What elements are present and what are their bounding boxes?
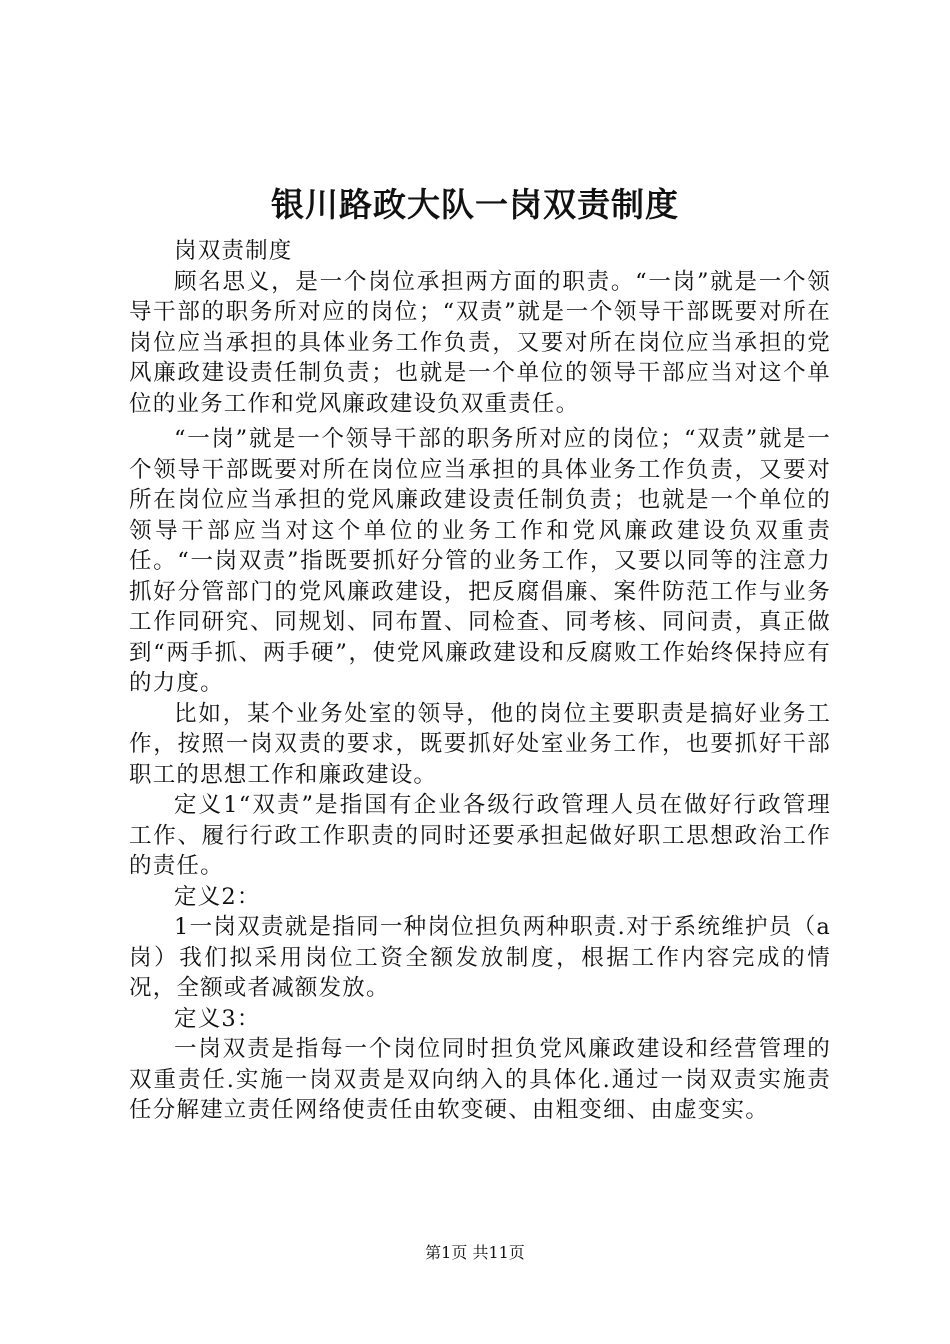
- paragraph-one-post-two-duties: “一岗”就是一个领导干部的职务所对应的岗位；“双责”就是一个领导干部既要对所在岗位应当承担的具体业务工作负责，又要对所在岗位应当承担的党风廉政建设责任制负责；也就是一个单位的领导干部应当对这个单位的业务工作和党风廉政建设负双重责任。“一岗双责”指既要抓好分管的业务工作，又要以同等的注意力抓好分管部门的党风廉政建设，把反腐倡廉、案件防范工作与业务工作同研究、同规划、同布置、同检查、同考核、同问责，真正做到“两手抓、两手硬”，使党风廉政建设和反腐败工作始终保持应有的力度。: [129, 426, 831, 696]
- paragraph-definition-2-label: 定义2：: [174, 883, 261, 910]
- paragraph-definition-3-label: 定义3：: [174, 1005, 261, 1032]
- paragraph-definition-1: 定义1“双责”是指国有企业各级行政管理人员在做好行政管理工作、履行行政工作职责的同时还要承担起做好职工思想政治工作的责任。: [129, 792, 831, 879]
- page-number-footer: 第1页 共11页: [425, 1243, 525, 1262]
- paragraph-heading: 岗双责制度: [174, 238, 293, 264]
- paragraph-definition-intro: 顾名思义，是一个岗位承担两方面的职责。“一岗”就是一个领导干部的职务所对应的岗位；“双责”就是一个领导干部既要对所在岗位应当承担的具体业务工作负责，又要对所在岗位应当承担的党风廉政建设责任制负责；也就是一个单位的领导干部应当对这个单位的业务工作和党风廉政建设负双重责任。: [129, 268, 831, 417]
- document-title: 银川路政大队一岗双责制度: [271, 185, 679, 224]
- paragraph-definition-2: 1一岗双责就是指同一种岗位担负两种职责.对于系统维护员（a岗）我们拟采用岗位工资全额发放制度，根据工作内容完成的情况，全额或者减额发放。: [129, 914, 831, 1001]
- paragraph-example: 比如，某个业务处室的领导，他的岗位主要职责是搞好业务工作，按照一岗双责的要求，既要抓好处室业务工作，也要抓好干部职工的思想工作和廉政建设。: [129, 700, 831, 788]
- document-body: [129, 236, 831, 1126]
- paragraph-definition-3: 一岗双责是指每一个岗位同时担负党风廉政建设和经营管理的双重责任.实施一岗双责是双向纳入的具体化.通过一岗双责实施责任分解建立责任网络使责任由软变硬、由粗变细、由虚变实。: [129, 1036, 831, 1123]
